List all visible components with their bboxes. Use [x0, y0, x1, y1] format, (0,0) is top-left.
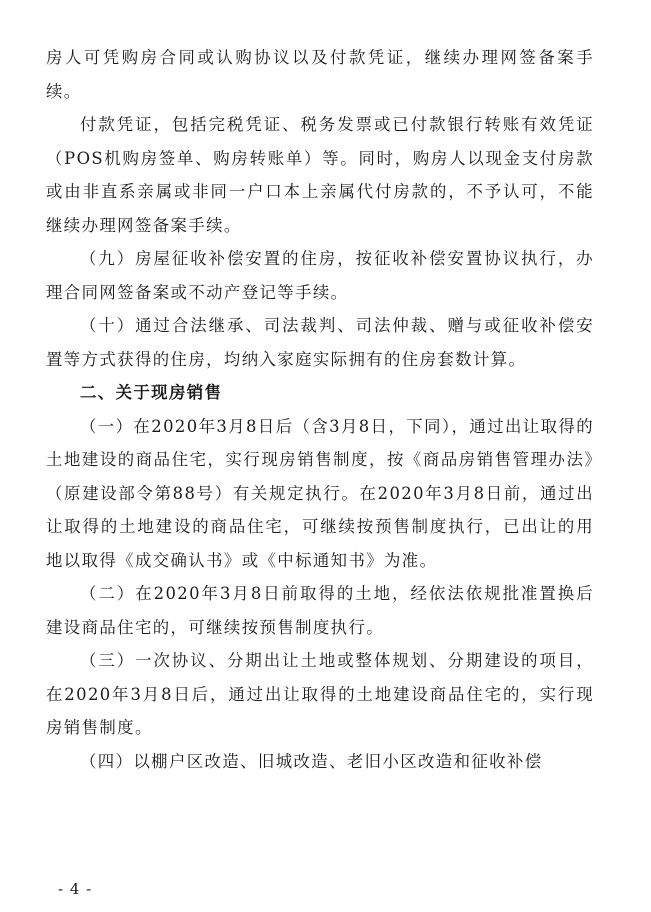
paragraph-section-item-two: （二）在2020年3月8日前取得的土地，经依法依规批准置换后建设商品住宅的，可继续按预售制度执行。 — [46, 584, 594, 637]
paragraph-continuation: 房人可凭购房合同或认购协议以及付款凭证，继续办理网签备案手续。 — [46, 48, 594, 101]
paragraph-section-item-one: （一）在2020年3月8日后（含3月8日，下同），通过出让取得的土地建设的商品住宅，实行现房销售制度，按《商品房销售管理办法》（原建设部令第88号）有关规定执行。在2020年3月8日前，通过出让取得的土地建设的商品住宅，可继续按预售制度执行，已出让的用地以取得《成交确认书》或《中标通知书》为准。 — [46, 416, 594, 570]
paragraph-item-ten: （十）通过合法继承、司法裁判、司法仲裁、赠与或征收补偿安置等方式获得的住房，均纳入家庭实际拥有的住房套数计算。 — [46, 316, 594, 369]
paragraph-item-nine: （九）房屋征收补偿安置的住房，按征收补偿安置协议执行，办理合同网签备案或不动产登记等手续。 — [46, 249, 594, 302]
section-heading: 二、关于现房销售 — [80, 383, 223, 402]
paragraph-payment-proof: 付款凭证，包括完税凭证、税务发票或已付款银行转账有效凭证（POS机购房签单、购房转账单）等。同时，购房人以现金支付房款或由非直系亲属或非同一户口本上亲属代付房款的，不予认可，不能继续办理网签备案手续。 — [46, 115, 594, 235]
paragraph-section-item-four: （四）以棚户区改造、旧城改造、老旧小区改造和征收补偿 — [80, 751, 543, 771]
document-body — [46, 41, 594, 778]
page-number: - 4 - — [58, 880, 93, 898]
paragraph-section-item-three: （三）一次协议、分期出让土地或整体规划、分期建设的项目，在2020年3月8日后，通过出让取得的土地建设商品住宅的，实行现房销售制度。 — [46, 651, 594, 737]
